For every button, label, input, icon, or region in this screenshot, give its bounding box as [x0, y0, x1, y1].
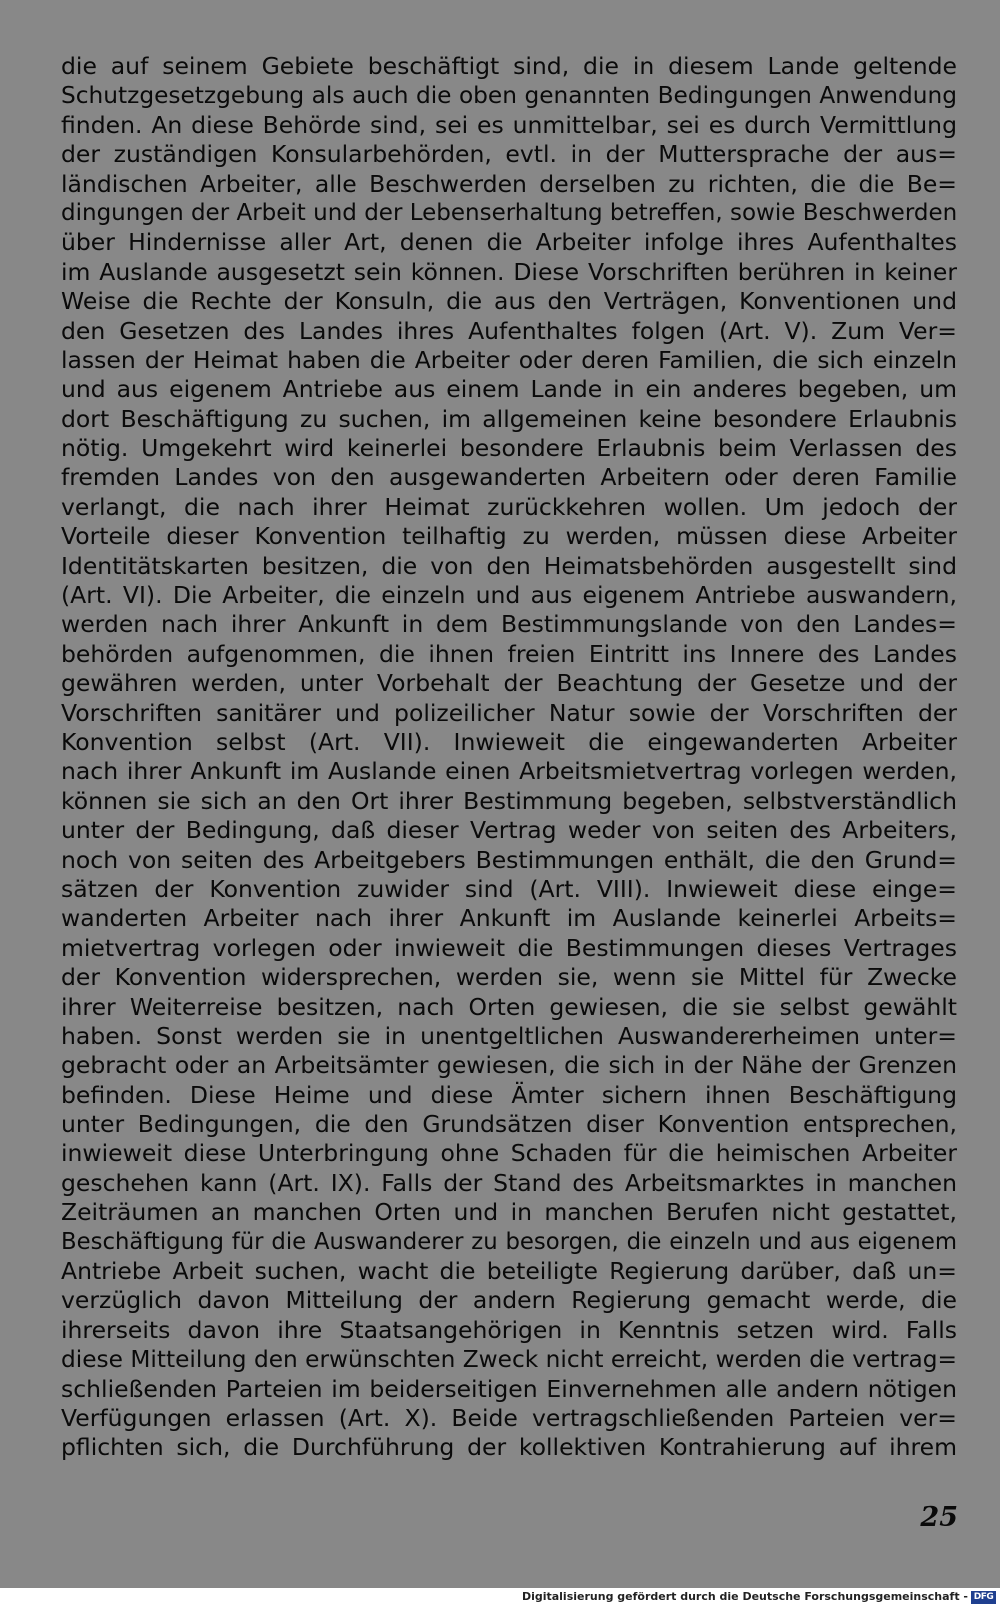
text-line: werden nach ihrer Ankunft in dem Bestimmungslande von den Landes= — [61, 610, 957, 639]
text-line: der zuständigen Konsularbehörden, evtl. in der Muttersprache der aus= — [61, 140, 957, 169]
text-line: können sie sich an den Ort ihrer Bestimmung begeben, selbstverständlich — [61, 786, 957, 815]
text-line: inwieweit diese Unterbringung ohne Schaden für die heimischen Arbeiter — [61, 1139, 957, 1168]
text-line: Verfügungen erlassen (Art. X). Beide vertragschließenden Parteien ver= — [61, 1403, 957, 1432]
text-line: die auf seinem Gebiete beschäftigt sind, die in diesem Lande geltende — [61, 52, 957, 80]
text-line: Identitätskarten besitzen, die von den Heimatsbehörden ausgestellt sind — [61, 551, 957, 580]
text-line: Zeiträumen an manchen Orten und in manchen Berufen nicht gestattet, — [61, 1198, 957, 1227]
text-line: unter Bedingungen, die den Grundsätzen diser Konvention entsprechen, — [61, 1110, 957, 1139]
text-line: diese Mitteilung den erwünschten Zweck nicht erreicht, werden die vertrag= — [61, 1346, 957, 1374]
text-line: Antriebe Arbeit suchen, wacht die beteiligte Regierung darüber, daß un= — [61, 1257, 957, 1286]
body-text — [61, 52, 957, 1463]
text-line: wanderten Arbeiter nach ihrer Ankunft im Auslande keinerlei Arbeits= — [61, 904, 957, 933]
text-line: der Konvention widersprechen, werden sie, wenn sie Mittel für Zwecke — [61, 963, 957, 992]
text-line: Schutzgesetzgebung als auch die oben genannten Bedingungen Anwendung — [61, 82, 957, 110]
text-line: gebracht oder an Arbeitsämter gewiesen, die sich in der Nähe der Grenzen — [61, 1051, 957, 1080]
text-line: (Art. VI). Die Arbeiter, die einzeln und aus eigenem Antriebe auswandern, — [61, 581, 957, 610]
text-line: Weise die Rechte der Konsuln, die aus den Verträgen, Konventionen und — [61, 287, 957, 316]
text-line: Konvention selbst (Art. VII). Inwieweit die eingewanderten Arbeiter — [61, 727, 957, 756]
text-line: sätzen der Konvention zuwider sind (Art. VIII). Inwieweit diese einge= — [61, 874, 957, 903]
text-line: dort Beschäftigung zu suchen, im allgemeinen keine besondere Erlaubnis — [61, 404, 957, 433]
text-line: Vorschriften sanitärer und polizeilicher Natur sowie der Vorschriften der — [61, 698, 957, 727]
text-line: mietvertrag vorlegen oder inwieweit die Bestimmungen dieses Vertrages — [61, 933, 957, 962]
text-line: ihrer Weiterreise besitzen, nach Orten gewiesen, die sie selbst gewählt — [61, 992, 957, 1021]
text-line: dingungen der Arbeit und der Lebenserhaltung betreffen, sowie Beschwerden — [61, 199, 957, 226]
text-line: Beschäftigung für die Auswanderer zu besorgen, die einzeln und aus eigenem — [61, 1228, 957, 1255]
text-line: noch von seiten des Arbeitgebers Bestimmungen enthält, die den Grund= — [61, 845, 957, 874]
text-line: unter der Bedingung, daß dieser Vertrag weder von seiten des Arbeiters, — [61, 816, 957, 845]
text-line: ländischen Arbeiter, alle Beschwerden derselben zu richten, die die Be= — [61, 169, 957, 198]
text-line: pflichten sich, die Durchführung der kollektiven Kontrahierung auf ihrem — [61, 1433, 957, 1462]
text-line: verlangt, die nach ihrer Heimat zurückkehren wollen. Um jedoch der — [61, 492, 957, 521]
text-line: im Auslande ausgesetzt sein können. Diese Vorschriften berühren in keiner — [61, 257, 957, 286]
footer-bar — [0, 1588, 1000, 1608]
text-line: lassen der Heimat haben die Arbeiter oder deren Familien, die sich einzeln — [61, 345, 957, 374]
dfg-logo-icon: DFG — [971, 1591, 996, 1604]
text-line: nach ihrer Ankunft im Auslande einen Arbeitsmietvertrag vorlegen werden, — [61, 757, 957, 786]
text-line: über Hindernisse aller Art, denen die Arbeiter infolge ihres Aufenthaltes — [61, 228, 957, 257]
text-line: finden. An diese Behörde sind, sei es unmittelbar, sei es durch Vermittlung — [61, 110, 957, 139]
text-line: verzüglich davon Mitteilung der andern Regierung gemacht werde, die — [61, 1286, 957, 1315]
text-line: befinden. Diese Heime und diese Ämter sichern ihnen Beschäftigung — [61, 1080, 957, 1109]
footer-credit: Digitalisierung gefördert durch die Deutsche Forschungsgemeinschaft - — [521, 1590, 968, 1603]
text-line: fremden Landes von den ausgewanderten Arbeitern oder deren Familie — [61, 463, 957, 492]
text-line: nötig. Umgekehrt wird keinerlei besondere Erlaubnis beim Verlassen des — [61, 434, 957, 463]
text-line: geschehen kann (Art. IX). Falls der Stand des Arbeitsmarktes in manchen — [61, 1168, 957, 1197]
text-line: Vorteile dieser Konvention teilhaftig zu werden, müssen diese Arbeiter — [61, 522, 957, 551]
text-line: schließenden Parteien im beiderseitigen Einvernehmen alle andern nötigen — [61, 1374, 957, 1403]
text-line: und aus eigenem Antriebe aus einem Lande in ein anderes begeben, um — [61, 375, 957, 404]
page-number: 25 — [920, 1502, 958, 1533]
text-line: den Gesetzen des Landes ihres Aufenthaltes folgen (Art. V). Zum Ver= — [61, 316, 957, 345]
text-line: gewähren werden, unter Vorbehalt der Beachtung der Gesetze und der — [61, 669, 957, 698]
text-line: haben. Sonst werden sie in unentgeltlichen Auswandererheimen unter= — [61, 1021, 957, 1050]
text-line: behörden aufgenommen, die ihnen freien Eintritt ins Innere des Landes — [61, 639, 957, 668]
text-line: ihrerseits davon ihre Staatsangehörigen in Kenntnis setzen wird. Falls — [61, 1315, 957, 1344]
